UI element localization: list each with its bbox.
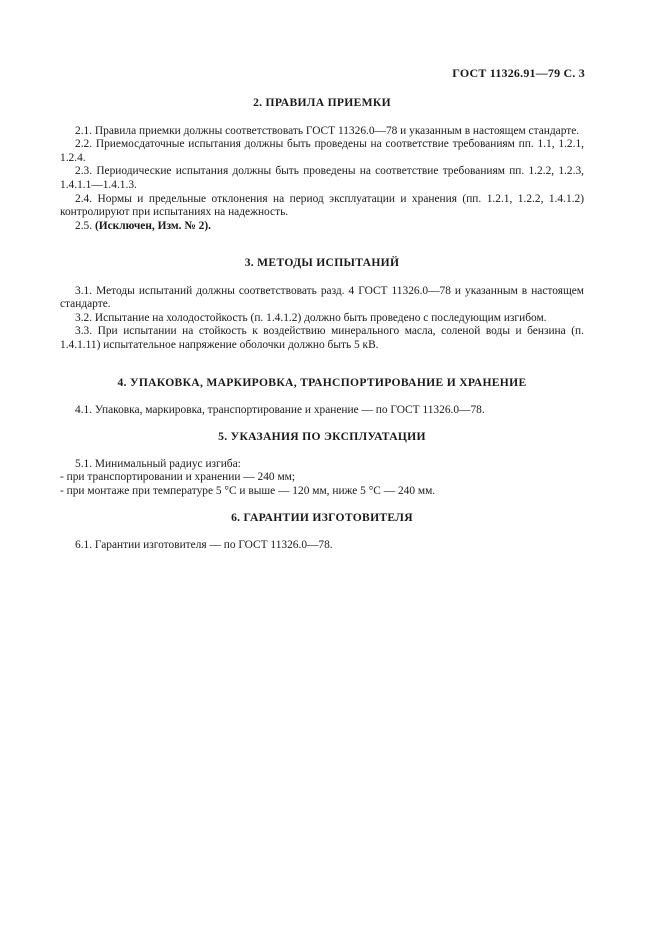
section-title: 2. ПРАВИЛА ПРИЕМКИ [253,96,391,109]
paragraph: 6.1. Гарантии изготовителя — по ГОСТ 11326.0—78. [75,538,333,551]
section-acceptance-rules [60,96,584,233]
excluded-note: (Исключен, Изм. № 2). [94,219,211,232]
paragraph: 2.1. Правила приемки должны соответствовать ГОСТ 11326.0—78 и указанным в настоящем стандарте. [75,124,580,137]
paragraph: 4.1. Упаковка, маркировка, транспортирование и хранение — по ГОСТ 11326.0—78. [75,403,485,416]
paragraph: 3.1. Методы испытаний должны соответствовать разд. 4 ГОСТ 11326.0—78 и указанным в настоящем стандарте. [60,284,584,311]
paragraph: 2.4. Нормы и предельные отклонения на период эксплуатации и хранения (пп. 1.2.1, 1.2.2, 1.4.1.2) контролируют при испытаниях на надежность. [60,192,584,219]
paragraph: 3.3. При испытании на стойкость к воздействию минерального масла, соленой воды и бензина (п. 1.4.1.11) испытательное напряжение оболочки должно быть 5 кВ. [60,325,584,351]
section-title: 5. УКАЗАНИЯ ПО ЭКСПЛУАТАЦИИ [218,430,426,443]
paragraph: 2.2. Приемосдаточные испытания должны быть проведены на соответствие требованиям пп. 1.1, 1.2.1, 1.2.4. [60,138,584,164]
section-title: 4. УПАКОВКА, МАРКИРОВКА, ТРАНСПОРТИРОВАНИЕ И ХРАНЕНИЕ [117,376,527,389]
clause-number: 2.5. [75,219,93,232]
section-operating-instructions [60,430,584,498]
list-item: - при транспортировании и хранении — 240 мм; [60,471,296,484]
section-title: 6. ГАРАНТИИ ИЗГОТОВИТЕЛЯ [231,511,413,524]
paragraph: 2.3. Периодические испытания должны быть проведены на соответствие требованиям пп. 1.2.2, 1.2.3, 1.4.1.1—1.4.1.3. [60,165,584,191]
paragraph: 3.2. Испытание на холодостойкость (п. 1.4.1.2) должно быть проведено с последующим изгибом. [75,311,547,324]
list-item: - при монтаже при температуре 5 °С и выше — 120 мм, ниже 5 °С — 240 мм. [60,484,436,497]
section-packaging [60,376,584,417]
paragraph: 5.1. Минимальный радиус изгиба: [75,457,241,470]
section-title: 3. МЕТОДЫ ИСПЫТАНИЙ [244,256,400,269]
section-test-methods [60,256,584,353]
page-header: ГОСТ 11326.91—79 С. 3 [452,66,585,80]
paragraph-excluded [60,220,584,234]
section-manufacturer-warranty [60,511,584,552]
